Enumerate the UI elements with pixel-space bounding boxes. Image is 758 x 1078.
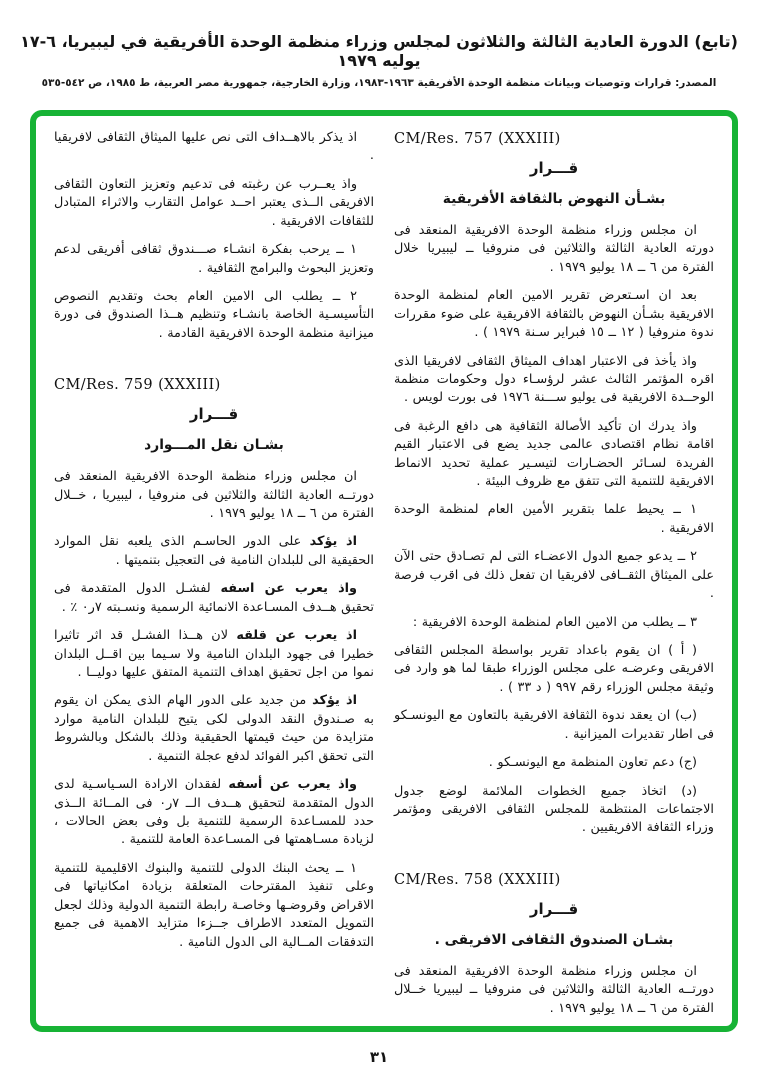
paragraph: (ب) ان يعقد ندوة الثقافة الافريقية بالتعاون مع اليونسـكو فى اطار تقديرات الميزانية . bbox=[394, 708, 714, 742]
paragraph: ( أ ) ان يقوم باعداد تقرير بواسطة المجلس الثقافى الافريقى وعرضـه على مجلس الوزراء طبقا لما هو وارد فى وثيقة مجلس الوزراء رقم ٩٩٧ ( د ٣٣ ) . bbox=[394, 643, 714, 695]
paragraph-lead: واذ يعرب عن أسفه bbox=[228, 777, 357, 793]
column-right bbox=[394, 129, 714, 1016]
paragraph: ١ ــ يرحب بفكرة انشـاء صـــندوق ثقافى أفريقى لدعم وتعزيز البحوث والبرامج الثقافية . bbox=[54, 242, 374, 276]
paragraph: ٢ ــ يدعو جميع الدول الاعضـاء التى لم تصـادق حتى الآن على الميثاق الثقــافى لافريقيا ان تفعل ذلك فى اقرب فرصة . bbox=[394, 549, 714, 602]
page-number: ٣١ bbox=[369, 1048, 389, 1066]
paragraph: اذ يؤكد على الدور الحاسـم الذى يلعبه نقل الموارد الحقيقية الى للبلدان النامية فى التعجيل بتنميتها . bbox=[54, 534, 374, 568]
document-source-line: المصدر: قرارات وتوصيات وبيانات منظمة الوحدة الأفريقية ١٩٦٣-١٩٨٣، وزارة الخارجية، جمهورية مصر العربية، ط ١٩٨٥، ص ٥٤٢-٥٣٥ bbox=[41, 77, 717, 89]
resolution-ref-line: CM/Res. 758 (XXXIII) bbox=[394, 871, 561, 888]
paragraph: ان مجلس وزراء منظمة الوحدة الافريقية المنعقد فى دورتــه العادية الثالثة والثلاثين فى منروفيا ــ ليبيريا خــلال الفترة من ٦ ــ ١٨ يوليو ١٩٧٩ . bbox=[394, 963, 714, 1016]
subject-heading: بشـان نقل المـــوارد bbox=[144, 437, 284, 454]
paragraph: واذ يعــرب عن رغبته فى تدعيم وتعزيز التعاون الثقافى الافريقى الــذى يعتبر احــد عوامل التقارب والاثراء المتبادل للثقافات الافريقية . bbox=[54, 176, 374, 229]
paragraph: واذ يأخذ فى الاعتبار اهداف الميثاق الثقافى لافريقيا الذى اقره المؤتمر الثالث عشر لرؤسـاء دول وحكومات منظمة الوحــدة الافريقية فى يوليو ســـنة ١٩٧٦ فى بورت لويس . bbox=[394, 353, 714, 406]
resolution-ref-line: CM/Res. 759 (XXXIII) bbox=[54, 377, 221, 394]
paragraph-lead: واذ يعرب عن اسفه bbox=[220, 581, 357, 597]
paragraph: ٣ ــ يطلب من الامين العام لمنظمة الوحدة الافريقية : bbox=[412, 614, 697, 630]
paragraph: بعد ان اسـتعرض تقرير الامين العام لمنظمة الوحدة الافريقية بشـأن النهوض بالثقافة الافريقية على ضوء مقررات ندوة منروفيا ( ١٢ ــ ١٥ فبراير سـنة ١٩٧٩ ) . bbox=[394, 288, 714, 341]
resolution-ref-line: CM/Res. 757 (XXXIII) bbox=[394, 131, 561, 147]
resolution-heading: قـــرار bbox=[189, 405, 239, 424]
paragraph: ١ ــ يحيط علما بتقرير الأمين العام لمنظمة الوحدة الافريقية . bbox=[394, 502, 714, 536]
paragraph: واذ يعرب عن أسفه لفقدان الارادة السـياسـية لدى الدول المتقدمة لتحقيق هــدف الــ ٧ر٠ فى المــائة الــذى حدد للمسـاعدة الرسمية للتنمية بل وفى بعض الحالات ، لزيادة مسـاهمتها فى المسـاعدة العامة للتنمية . bbox=[54, 777, 374, 848]
subject-heading: بشـان الصندوق الثقافى الافريقى . bbox=[434, 931, 674, 948]
paragraph: ١ ــ يحث البنك الدولى للتنمية والبنوك الاقليمية للتنمية وعلى تنفيذ المقترحات المتعلقة بزيادة امكانياتها فى الاقراض وقروضـها وخاصـة رابطة التنمية الدولية وذلك لجعل التمويل المتعدد الاطراف جــزءا متزايد الاهمية فى جميع التدفقات المــالية الى الدول النامية . bbox=[54, 860, 374, 950]
content-frame bbox=[30, 110, 738, 1032]
column-left bbox=[54, 129, 374, 1016]
paragraph: (د) اتخاذ جميع الخطوات الملائمة لوضع جدول الاجتماعات المنتظمة للمجلس الثقافى الافريقى ومؤتمر وزراء الثقافة الافريقيين . bbox=[394, 783, 714, 836]
resolution-heading: قـــرار bbox=[529, 159, 579, 177]
resolution-heading: قـــرار bbox=[529, 899, 579, 918]
document-title: (تابع) الدورة العادية الثالثة والثلاثون لمجلس وزراء منظمة الوحدة الأفريقية في ليبيريا، ٦-١٧ يوليه ١٩٧٩ bbox=[20, 32, 738, 70]
paragraph: اذ يؤكد من جديد على الدور الهام الذى يمكن ان يقوم به صـندوق النقد الدولى لكى يتيح للبلدان النامية موارد متزايدة من حيث قيمتها الحقيقية وذلك بالشكل وبالشروط التى تحقق اكبر الفوائد لدفع عجلة التنمية . bbox=[54, 693, 374, 764]
text-columns bbox=[36, 116, 732, 1026]
paragraph: اذ يذكر بالاهــداف التى نص عليها الميثاق الثقافى لافريقيا . bbox=[54, 130, 374, 164]
paragraph: واذ يدرك ان تأكيد الأصالة الثقافية هى دافع الرغبة فى اقامة نظام اقتصادى عالمى جديد يضع فى الاعتبار القيم الفريدة لسـائر الحضـارات لتيسـير عملية تحديد الانماط الافريقية للتنمية التى تتفق مع ظروف البيئة . bbox=[394, 418, 714, 490]
subject-heading: بشـأن النهوض بالثقافة الأفريقية bbox=[442, 191, 666, 207]
page-header bbox=[0, 32, 758, 89]
paragraph: ٢ ــ يطلب الى الامين العام بحث وتقديم النصوص التأسيسـية الخاصة بانشـاء وتنظيم هــذا الصندوق فى دورة ميزانية منظمة الوحدة الافريقية القادمة . bbox=[54, 288, 374, 341]
paragraph: ان مجلس وزراء منظمة الوحدة الافريقية المنعقد فى دورته العادية الثالثة والثلاثين فى منروفيا ــ ليبيريا خلال الفترة من ٦ ــ ١٨ يوليو ١٩٧٩ . bbox=[394, 223, 714, 275]
paragraph-lead: اذ يعرب عن قلقه bbox=[236, 628, 358, 644]
paragraph: اذ يعرب عن قلقه لان هــذا الفشـل قد اثر تاثيرا خطيرا فى جهود البلدان النامية ولا سـيما بين اقــل البلدان نموا من اجل تحقيق اهداف التنمية المتفق عليها دوليــا . bbox=[54, 628, 374, 681]
paragraph-lead: اذ يؤكد bbox=[312, 693, 357, 709]
paragraph: (ج) دعم تعاون المنظمة مع اليونسـكو . bbox=[488, 755, 697, 771]
paragraph: ان مجلس وزراء منظمة الوحدة الافريقية المنعقد فى دورتــه العادية الثالثة والثلاثين فى منروفيا ، ليبيريا ، خــلال الفترة من ٦ ــ ١٨ يوليو ١٩٧٩ . bbox=[54, 469, 374, 522]
paragraph-lead: اذ يؤكد bbox=[309, 534, 357, 550]
paragraph: واذ يعرب عن اسفه لفشـل الدول المتقدمة فى تحقيق هــدف المسـاعدة الانمائية الرسمية ونسـبته ٧ر٠ ٪ . bbox=[54, 581, 374, 615]
